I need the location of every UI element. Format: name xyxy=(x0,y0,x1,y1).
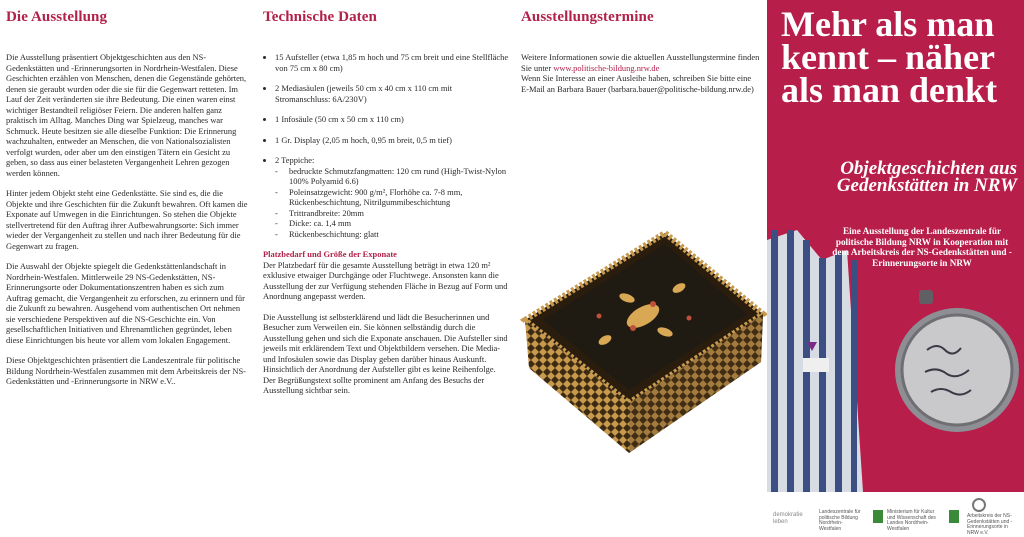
cover-title: Mehr als man kennt – näher als man denkt xyxy=(781,4,998,110)
paragraph: Diese Objektgeschichten präsentiert die Landeszentrale für politische Bildung Nordrhein-Westfalen zusammen mit dem Arbeitskreis der NS-Gedenkstätten und -Erinnerungsorte in NRW e.V.. xyxy=(6,355,246,386)
paragraph: Die Ausstellung präsentiert Objektgeschichten aus den NS-Gedenkstätten und -Erinnerungsorten in Nordrhein-Westfalen. Diese Geschichten erzählen von Menschen, denen die Gegenstände gehörten, denen sie geraubt wurden oder die sie für die Gegenwart retteten. Im Lauf der Zeit veränderten sie ihre Bedeutung. Die einen waren einst wichtiger Bestandteil religiöser Feiern. Die anderen halfen ganz praktisch im Alltag. Manches Ding war Spielzeug, manches war Schmuck. Heute besitzen sie alle dieselbe Funktion: Die Erinnerung wachzuhalten, entweder an Menschen, die von Nationalsozialisten verfolgt wurden, oder aber um den einstigen Tätern ein Gesicht zu geben, so dass aus einer belasteten Vergangenheit Lehren gezogen werden können. xyxy=(6,52,247,178)
sub-list-item: - Poleinsatzgewicht: 900 g/m², Florhöhe ca. 7-8 mm, Rückenbeschichtung, Nitrilgummibeschichtung xyxy=(289,187,509,208)
paragraph: Hinter jedem Objekt steht eine Gedenkstätte. Sie sind es, die die Objekte und ihre Geschichten für die Zukunft bewahren. Oft kamen die Exponate auf Umwegen in die Einrichtungen. So stehen die Objekte stellvertretend für den Auftrag ihrer Aufbewahrungsorte: Sich immer wieder der Vergangenheit zu stellen und nach ihrer Bedeutung für die Gegenwart zu fragen. xyxy=(6,188,248,251)
paragraph: Die Ausstellung ist selbsterklärend und lädt die Besucherinnen und Besucher zum Verweilen ein. Sie können selbständig durch die Ausstellung gehen und sich die Exponate anschauen. Die Aufsteller sind jeweils mit erklärendem Text und Objektbildern versehen. Die Media- und Infosäulen sowie das Display geben darüber hinaus Auskunft. Hinsichtlich der Anordnung der Aufsteller gibt es keine Reihenfolge. Der Begrüßungstext sollte prominent am Anfang des Besuchs der Ausstellung sichtbar sein. xyxy=(263,311,508,395)
cover-description: Eine Ausstellung der Landeszentrale für politische Bildung NRW in Kooperation mit dem Arbeitskreis der NS-Gedenkstätten und -Erinnerungsorte in NRW xyxy=(832,226,1012,268)
logo-footer xyxy=(767,492,1024,537)
list-item: • 1 Gr. Display (2,05 m hoch, 0,95 m breit, 0,5 m tief) xyxy=(275,135,509,146)
section-title: Die Ausstellung xyxy=(6,9,108,25)
arbeitskreis-circle-icon xyxy=(972,498,986,512)
wooden-box-image xyxy=(515,228,767,458)
list-item xyxy=(275,155,509,239)
list-item: • 15 Aufsteller (etwa 1,85 m hoch und 75 cm breit und eine Stellfläche von 75 cm x 80 cm) xyxy=(275,52,509,73)
list-item: • 2 Mediasäulen (jeweils 50 cm x 40 cm x 110 cm mit Stromanschluss: 6A/230V) xyxy=(275,83,509,104)
website-link[interactable]: www.politische-bildung.nrw.de xyxy=(553,62,660,73)
cover-panel xyxy=(767,0,1024,537)
logo-arbeitskreis: Arbeitskreis der NS-Gedenkstätten und -Erinnerungsorte in NRW e.V. xyxy=(967,513,1013,536)
paragraph xyxy=(521,52,761,94)
exhibit-photo xyxy=(767,230,1024,492)
nrw-crest-icon xyxy=(873,510,883,523)
tech-list xyxy=(263,52,509,239)
logo-demokratie-leben: demokratie leben xyxy=(773,512,803,525)
sub-list xyxy=(275,166,509,240)
nrw-crest-icon xyxy=(949,510,959,523)
text: Wenn Sie Interesse an einer Ausleihe haben, schreiben Sie bitte eine E-Mail an Barbara Bauer (barbara.bauer@politische-bildung.nrw.de) xyxy=(521,73,754,94)
subsection-title: Platzbedarf und Größe der Exponate xyxy=(263,249,397,259)
sub-list-item: - bedruckte Schmutzfangmatten: 120 cm rund (High-Twist-Nylon 100% Polyamid 6.6) xyxy=(289,166,509,187)
list-item: • 1 Infosäule (50 cm x 50 cm x 110 cm) xyxy=(275,114,509,125)
text: Weitere Informationen sowie die aktuellen Ausstellungstermine finden Sie unter xyxy=(521,52,760,73)
sub-list-item: - Trittrandbreite: 20mm xyxy=(289,208,509,219)
section-title: Ausstellungstermine xyxy=(521,9,654,25)
sub-list-item: - Rückenbeschichtung: glatt xyxy=(289,229,509,240)
section-title: Technische Daten xyxy=(263,9,377,25)
column-technische-daten xyxy=(257,0,515,537)
column-die-ausstellung xyxy=(0,0,256,537)
logo-landeszentrale: Landeszentrale für politische Bildung Nordrhein-Westfalen xyxy=(819,509,861,532)
cover-subtitle: Objektgeschichten aus Gedenkstätten in NRW xyxy=(836,158,1017,196)
paragraph: Die Auswahl der Objekte spiegelt die Gedenkstättenlandschaft in Nordrhein-Westfalen. Mittlerweile 29 NS-Gedenkstätten, NS-Erinnerungsorte oder Dokumentationszentren haben es sich zum Auftrag gemacht, die Vergangenheit zu erforschen, zu erinnern und für die Zukunft zu bewahren. Ausgehend vom authentischen Ort nehmen sie verschiedene Perspektiven auf die NS-Geschichte ein. Von gesellschaftlichen Initiativen und Ehrenamtlichen gegründet, leben diese Einrichtungen bis heute vor allem vom lokalen Engagement. xyxy=(6,261,245,345)
list-item-label: 2 Teppiche: xyxy=(275,155,315,165)
logo-ministerium: Ministerium für Kultur und Wissenschaft des Landes Nordrhein-Westfalen xyxy=(887,509,936,532)
sub-list-item: - Dicke: ca. 1,4 mm xyxy=(289,218,509,229)
paragraph: Der Platzbedarf für die gesamte Ausstellung beträgt in etwa 120 m² exklusive etwaiger Durchgänge oder Fluchtwege. Ansonsten kann die Ausstellung der zur Verfügung stehenden Fläche in Bezug auf Form und Anordnung angepasst werden. xyxy=(263,259,508,301)
